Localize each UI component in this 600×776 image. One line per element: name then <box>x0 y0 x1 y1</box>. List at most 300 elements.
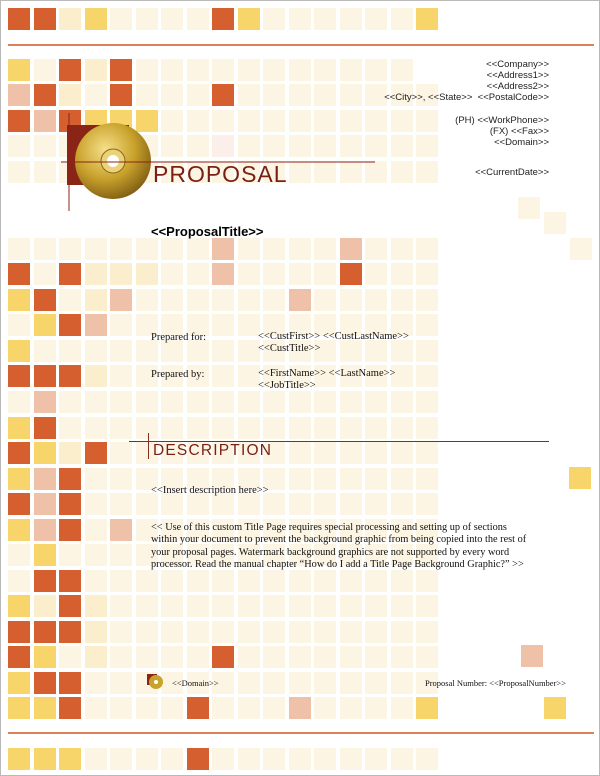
bg-tile <box>314 621 336 643</box>
bg-tile <box>110 340 132 362</box>
bg-tile <box>391 570 413 592</box>
bg-tile <box>340 570 362 592</box>
bg-tile <box>238 391 260 413</box>
bg-tile <box>391 646 413 668</box>
bg-tile <box>136 595 158 617</box>
bg-tile <box>161 289 183 311</box>
bg-tile <box>340 697 362 719</box>
bg-tile <box>263 748 285 770</box>
bg-tile <box>238 314 260 336</box>
bg-tile <box>238 365 260 387</box>
bg-tile <box>136 59 158 81</box>
bg-tile <box>85 238 107 260</box>
bg-tile <box>340 8 362 30</box>
bg-tile <box>416 570 438 592</box>
bg-tile <box>212 748 234 770</box>
bg-tile <box>110 646 132 668</box>
bg-tile <box>136 697 158 719</box>
bg-tile <box>34 672 56 694</box>
description-placeholder: <<Insert description here>> <box>151 485 269 496</box>
bg-tile <box>289 8 311 30</box>
bg-tile <box>59 519 81 541</box>
bg-tile <box>110 391 132 413</box>
bg-tile <box>212 340 234 362</box>
bg-tile <box>161 595 183 617</box>
bg-tile <box>85 697 107 719</box>
proposal-title: <<ProposalTitle>> <box>151 224 264 239</box>
bg-tile <box>391 59 413 81</box>
bg-tile <box>391 672 413 694</box>
bg-tile <box>34 110 56 132</box>
bg-tile <box>314 595 336 617</box>
bg-tile <box>340 468 362 490</box>
bg-tile <box>391 135 413 157</box>
bg-tile <box>136 417 158 439</box>
bg-tile <box>161 748 183 770</box>
address1-field: <<Address1>> <box>486 70 549 81</box>
bg-tile <box>34 289 56 311</box>
prepared-for-title: <<CustTitle>> <box>258 343 321 354</box>
bg-tile <box>314 417 336 439</box>
bg-tile <box>416 697 438 719</box>
bg-tile <box>34 570 56 592</box>
bg-tile <box>314 697 336 719</box>
bg-tile <box>59 672 81 694</box>
bg-tile <box>85 365 107 387</box>
bg-tile <box>416 238 438 260</box>
bg-tile <box>187 84 209 106</box>
bg-tile <box>34 391 56 413</box>
bg-tile <box>59 391 81 413</box>
bg-tile <box>340 391 362 413</box>
prepared-by-title: <<JobTitle>> <box>258 380 316 391</box>
bg-tile <box>416 468 438 490</box>
bg-tile <box>161 621 183 643</box>
bg-tile <box>416 263 438 285</box>
bg-tile <box>85 621 107 643</box>
bg-tile <box>391 110 413 132</box>
bg-tile <box>187 238 209 260</box>
bg-tile <box>161 340 183 362</box>
bg-tile <box>161 391 183 413</box>
bg-tile <box>212 289 234 311</box>
bg-tile <box>8 595 30 617</box>
prepared-for-name: <<CustFirst>> <<CustLastName>> <box>258 331 409 342</box>
bg-tile <box>34 238 56 260</box>
bg-tile <box>289 493 311 515</box>
bg-tile <box>416 135 438 157</box>
bg-tile <box>391 391 413 413</box>
bg-tile <box>8 135 30 157</box>
bg-tile <box>110 365 132 387</box>
bg-tile <box>212 697 234 719</box>
bg-tile <box>365 417 387 439</box>
bg-tile <box>365 595 387 617</box>
bg-tile <box>365 697 387 719</box>
footer-domain: <<Domain>> <box>172 678 219 688</box>
bg-tile <box>8 391 30 413</box>
bg-tile <box>8 468 30 490</box>
bg-tile <box>59 493 81 515</box>
bg-tile <box>238 263 260 285</box>
bg-tile <box>8 519 30 541</box>
bg-tile <box>110 59 132 81</box>
bg-tile <box>85 340 107 362</box>
bg-tile <box>238 595 260 617</box>
bg-tile <box>263 263 285 285</box>
bg-tile <box>238 289 260 311</box>
bg-tile <box>8 493 30 515</box>
bg-tile <box>136 391 158 413</box>
bg-tile <box>365 672 387 694</box>
bg-tile <box>340 621 362 643</box>
bg-tile <box>212 238 234 260</box>
bg-tile <box>85 493 107 515</box>
bg-tile <box>8 544 30 566</box>
bg-tile <box>34 263 56 285</box>
bg-tile <box>238 238 260 260</box>
bg-tile <box>314 570 336 592</box>
bg-tile <box>8 110 30 132</box>
bg-tile <box>340 748 362 770</box>
bg-tile <box>110 263 132 285</box>
bg-tile <box>314 8 336 30</box>
bg-tile <box>263 84 285 106</box>
bg-tile <box>8 621 30 643</box>
bg-tile <box>110 748 132 770</box>
bg-tile <box>238 59 260 81</box>
bg-tile <box>289 442 311 464</box>
bg-tile <box>59 468 81 490</box>
phone-field: (PH) <<WorkPhone>> <box>455 115 549 126</box>
bg-tile <box>187 263 209 285</box>
bg-tile <box>136 238 158 260</box>
proposal-heading: PROPOSAL <box>153 161 288 187</box>
bg-tile <box>289 289 311 311</box>
bg-tile <box>263 59 285 81</box>
bg-tile <box>187 340 209 362</box>
bg-tile <box>34 314 56 336</box>
bg-tile <box>391 748 413 770</box>
bg-tile <box>289 672 311 694</box>
bg-tile <box>8 340 30 362</box>
bg-tile <box>34 365 56 387</box>
bg-tile <box>59 314 81 336</box>
bg-tile <box>161 570 183 592</box>
bg-tile <box>85 8 107 30</box>
bg-tile <box>187 59 209 81</box>
bg-tile <box>263 8 285 30</box>
bg-tile <box>340 263 362 285</box>
bg-tile <box>161 697 183 719</box>
bg-tile <box>8 314 30 336</box>
bg-tile <box>136 748 158 770</box>
bg-tile <box>289 417 311 439</box>
address2-field: <<Address2>> <box>486 81 549 92</box>
bg-tile <box>136 621 158 643</box>
bg-tile <box>212 621 234 643</box>
bg-tile <box>8 442 30 464</box>
current-date-field: <<CurrentDate>> <box>475 167 549 178</box>
bg-tile <box>289 697 311 719</box>
bg-tile <box>238 621 260 643</box>
description-heading: DESCRIPTION <box>153 442 273 459</box>
bg-tile <box>521 645 543 667</box>
bg-tile <box>365 59 387 81</box>
bg-tile <box>314 442 336 464</box>
bg-tile <box>416 8 438 30</box>
bg-tile <box>187 646 209 668</box>
bg-tile <box>85 595 107 617</box>
bg-tile <box>289 84 311 106</box>
bg-tile <box>187 570 209 592</box>
bg-tile <box>314 391 336 413</box>
bg-tile <box>238 646 260 668</box>
bg-tile <box>110 544 132 566</box>
bg-tile <box>161 263 183 285</box>
bg-tile <box>8 646 30 668</box>
bg-tile <box>391 289 413 311</box>
bg-tile <box>161 646 183 668</box>
bg-tile <box>136 263 158 285</box>
bg-tile <box>570 238 592 260</box>
bg-tile <box>416 646 438 668</box>
bg-tile <box>212 417 234 439</box>
bg-tile <box>187 391 209 413</box>
top-rule <box>8 44 594 46</box>
bg-tile <box>110 570 132 592</box>
bg-tile <box>340 595 362 617</box>
bg-tile <box>391 442 413 464</box>
bg-tile <box>238 748 260 770</box>
footer-proposal-number: Proposal Number: <<ProposalNumber>> <box>425 678 566 688</box>
bg-tile <box>187 417 209 439</box>
bg-tile <box>365 621 387 643</box>
bg-tile <box>238 8 260 30</box>
bg-tile <box>34 340 56 362</box>
bg-tile <box>85 263 107 285</box>
bg-tile <box>340 646 362 668</box>
bg-tile <box>136 570 158 592</box>
bg-tile <box>136 84 158 106</box>
bg-tile <box>544 697 566 719</box>
bg-tile <box>238 340 260 362</box>
bg-tile <box>263 570 285 592</box>
bg-tile <box>314 748 336 770</box>
bg-tile <box>238 672 260 694</box>
bg-tile <box>314 493 336 515</box>
bg-tile <box>314 59 336 81</box>
bg-tile <box>85 59 107 81</box>
bg-tile <box>161 59 183 81</box>
bg-tile <box>59 442 81 464</box>
bg-tile <box>34 621 56 643</box>
bg-tile <box>365 238 387 260</box>
bg-tile <box>8 570 30 592</box>
bg-tile <box>518 197 540 219</box>
bg-tile <box>340 493 362 515</box>
bg-tile <box>365 493 387 515</box>
bg-tile <box>314 238 336 260</box>
bg-tile <box>8 59 30 81</box>
bg-tile <box>187 8 209 30</box>
bg-tile <box>212 263 234 285</box>
bg-tile <box>8 697 30 719</box>
prepared-by-label: Prepared by: <box>151 369 205 380</box>
bg-tile <box>365 442 387 464</box>
bg-tile <box>136 646 158 668</box>
bg-tile <box>365 8 387 30</box>
bg-tile <box>391 697 413 719</box>
bg-tile <box>187 621 209 643</box>
bg-tile <box>187 697 209 719</box>
bg-tile <box>34 59 56 81</box>
bg-tile <box>416 748 438 770</box>
bg-tile <box>8 8 30 30</box>
bg-tile <box>59 59 81 81</box>
bg-tile <box>365 570 387 592</box>
bg-tile <box>34 595 56 617</box>
bg-tile <box>544 212 566 234</box>
bg-tile <box>85 672 107 694</box>
bg-tile <box>314 672 336 694</box>
bg-tile <box>85 391 107 413</box>
city-state-zip-field: <<City>>, <<State>> <<PostalCode>> <box>384 92 549 103</box>
bg-tile <box>263 238 285 260</box>
bg-tile <box>365 748 387 770</box>
bg-tile <box>59 570 81 592</box>
bg-tile <box>416 314 438 336</box>
bg-tile <box>8 672 30 694</box>
bg-tile <box>161 417 183 439</box>
description-note: << Use of this custom Title Page requires special processing and setting up of sections within your document to prevent the background graphic from being copied into the rest of your proposal pages. Watermark background graphics are not supported by every word processor. Read the manual chapter “How do I add a Title Page Background Graphic?” >> <box>151 522 527 570</box>
bg-tile <box>110 442 132 464</box>
bg-tile <box>340 442 362 464</box>
bg-tile <box>289 595 311 617</box>
bg-tile <box>34 519 56 541</box>
bg-tile <box>59 646 81 668</box>
bg-tile <box>416 621 438 643</box>
bg-tile <box>212 595 234 617</box>
bg-tile <box>8 84 30 106</box>
bg-tile <box>34 417 56 439</box>
bg-tile <box>569 467 591 489</box>
bg-tile <box>212 391 234 413</box>
bg-tile <box>8 238 30 260</box>
bg-tile <box>212 365 234 387</box>
bg-tile <box>340 59 362 81</box>
bg-tile <box>34 748 56 770</box>
bg-tile <box>59 417 81 439</box>
bg-tile <box>110 417 132 439</box>
bg-tile <box>391 417 413 439</box>
bg-tile <box>340 672 362 694</box>
bg-tile <box>314 84 336 106</box>
bg-tile <box>8 365 30 387</box>
bg-tile <box>314 263 336 285</box>
bg-tile <box>34 442 56 464</box>
bg-tile <box>59 289 81 311</box>
bg-tile <box>59 365 81 387</box>
bg-tile <box>8 417 30 439</box>
bg-tile <box>8 263 30 285</box>
bg-tile <box>59 697 81 719</box>
bg-tile <box>187 748 209 770</box>
bg-tile <box>238 697 260 719</box>
bg-tile <box>85 570 107 592</box>
bg-tile <box>212 84 234 106</box>
bg-tile <box>212 646 234 668</box>
bg-tile <box>85 748 107 770</box>
bg-tile <box>238 417 260 439</box>
bg-tile <box>59 84 81 106</box>
bg-tile <box>59 544 81 566</box>
bg-tile <box>110 8 132 30</box>
bg-tile <box>85 289 107 311</box>
bg-tile <box>59 621 81 643</box>
bg-tile <box>110 697 132 719</box>
bg-tile <box>416 442 438 464</box>
bg-tile <box>85 519 107 541</box>
bg-tile <box>314 289 336 311</box>
bg-tile <box>110 468 132 490</box>
bg-tile <box>59 340 81 362</box>
bg-tile <box>416 417 438 439</box>
bg-tile <box>110 672 132 694</box>
bg-tile <box>238 570 260 592</box>
description-tick <box>148 433 149 459</box>
bg-tile <box>340 84 362 106</box>
bg-tile <box>110 84 132 106</box>
bg-tile <box>391 468 413 490</box>
bg-tile <box>289 263 311 285</box>
bg-tile <box>34 8 56 30</box>
bg-tile <box>110 493 132 515</box>
bg-tile <box>212 8 234 30</box>
bg-tile <box>59 748 81 770</box>
bg-tile <box>161 84 183 106</box>
bg-tile <box>110 595 132 617</box>
bg-tile <box>391 8 413 30</box>
bg-tile <box>85 314 107 336</box>
bg-tile <box>136 340 158 362</box>
bg-tile <box>289 570 311 592</box>
bg-tile <box>391 595 413 617</box>
bg-tile <box>59 263 81 285</box>
bg-tile <box>8 289 30 311</box>
bg-tile <box>416 340 438 362</box>
bg-tile <box>59 595 81 617</box>
bg-tile <box>289 621 311 643</box>
bg-tile <box>289 468 311 490</box>
bg-tile <box>340 289 362 311</box>
bg-tile <box>365 289 387 311</box>
bg-tile <box>85 417 107 439</box>
bg-tile <box>110 621 132 643</box>
bg-tile <box>263 646 285 668</box>
bg-tile <box>161 238 183 260</box>
bg-tile <box>263 672 285 694</box>
bg-tile <box>289 646 311 668</box>
domain-field: <<Domain>> <box>494 137 549 148</box>
bg-tile <box>416 595 438 617</box>
bg-tile <box>289 391 311 413</box>
bg-tile <box>212 314 234 336</box>
bg-tile <box>34 84 56 106</box>
bg-tile <box>289 238 311 260</box>
footer-logo-icon <box>147 673 165 691</box>
bg-tile <box>212 59 234 81</box>
